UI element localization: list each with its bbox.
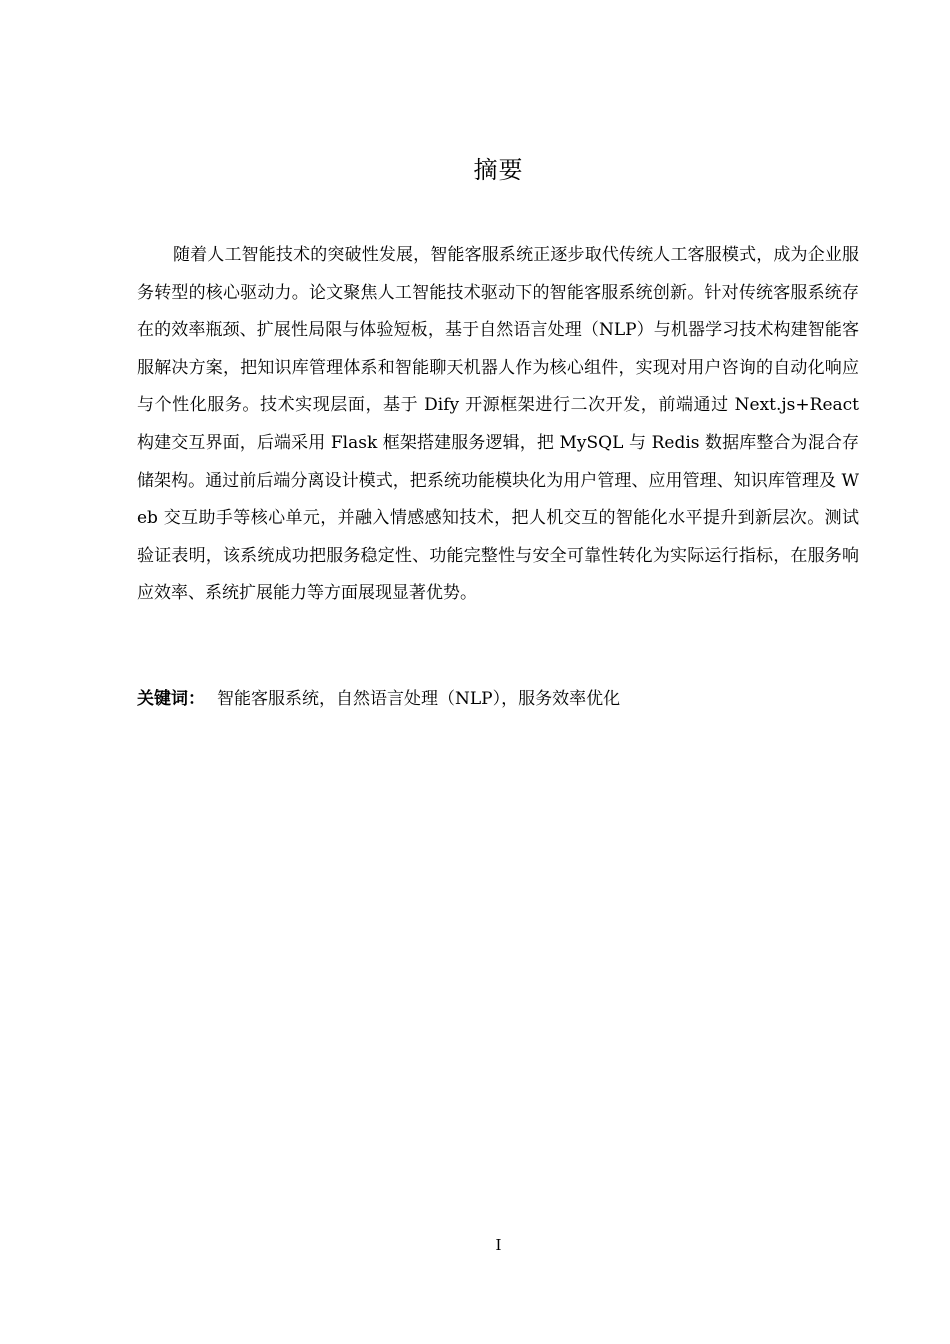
keywords-label: 关键词：: [137, 689, 205, 709]
keywords-text: 智能客服系统，自然语言处理（NLP），服务效率优化: [217, 689, 621, 709]
keywords-line: [137, 683, 859, 715]
abstract-paragraph: 随着人工智能技术的突破性发展，智能客服系统正逐步取代传统人工客服模式，成为企业服务转型的核心驱动力。论文聚焦人工智能技术驱动下的智能客服系统创新。针对传统客服系统存在的效率瓶颈、扩展性局限与体验短板，基于自然语言处理（NLP）与机器学习技术构建智能客服解决方案，把知识库管理体系和智能聊天机器人作为核心组件，实现对用户咨询的自动化响应与个性化服务。技术实现层面，基于 Dify 开源框架进行二次开发，前端通过 Next.js+React 构建交互界面，后端采用 Flask 框架搭建服务逻辑，把 MySQL 与 Redis 数据库整合为混合存储架构。通过前后端分离设计模式，把系统功能模块化为用户管理、应用管理、知识库管理及 Web 交互助手等核心单元，并融入情感感知技术，把人机交互的智能化水平提升到新层次。测试验证表明，该系统成功把服务稳定性、功能完整性与安全可靠性转化为实际运行指标，在服务响应效率、系统扩展能力等方面展现显著优势。: [137, 245, 859, 604]
page-number: I: [495, 1236, 502, 1254]
page-title: 摘要: [473, 156, 524, 184]
